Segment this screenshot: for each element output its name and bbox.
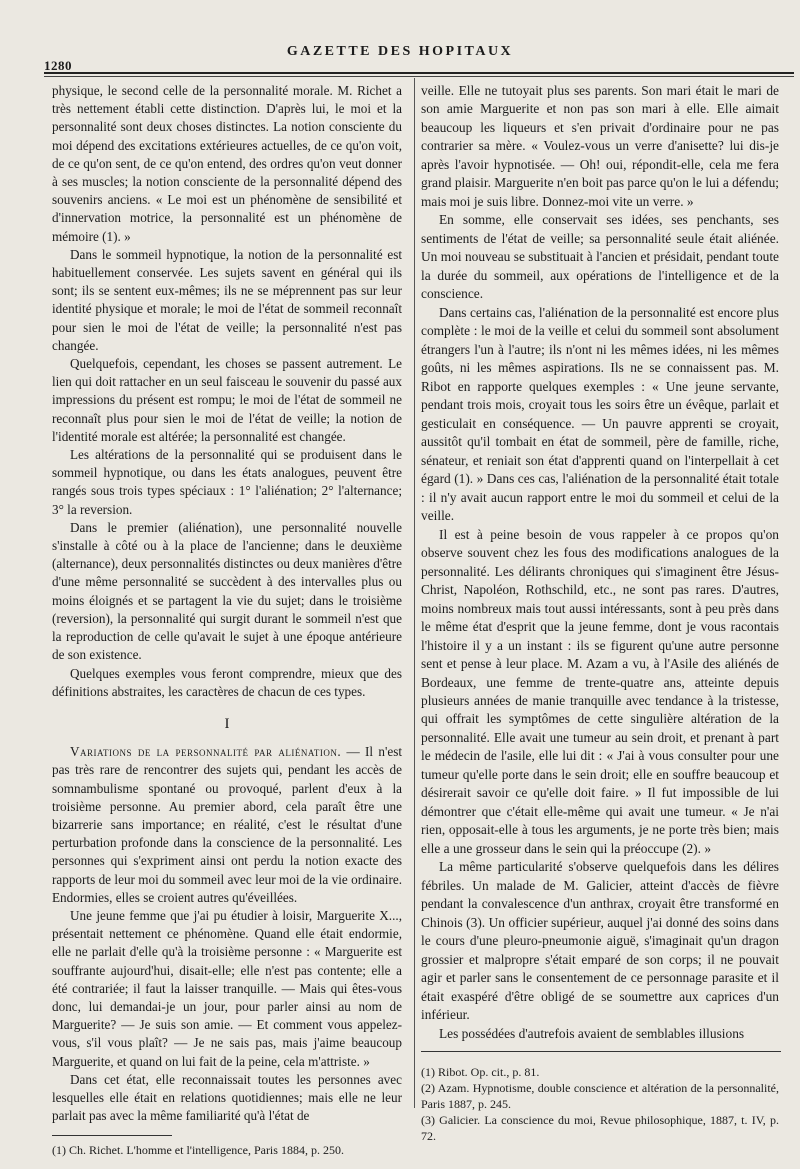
paragraph: Dans le sommeil hypnotique, la notion de la personnalité est habituellement conservée. Les sujets savent en général qui ils sont; ils se sentent eux-mêmes; ils ne se méprennent pas sur leur identité physique et morale; le moi de l'état de sommeil reconnaît pour sien le moi de l'état de veille; la personnalité n'est pas changée. [52, 246, 402, 353]
paragraph-text: — Il n'est pas très rare de rencontrer des sujets qui, pendant les accès de somnambulisme spontané ou provoqué, parlent d'eux à la troisième personne. Au premier abord, cela paraît être une bizarrerie sans importance; en réalité, c'est le résultat d'une perturbation profonde dans la conscience de la personnalité. Les personnes qui s'expriment ainsi ont perdu la notion exacte des rapports de leur moi du sommeil avec leur moi de la vie ordinaire. Endormies, elles se croient autres qu'éveillées. [52, 744, 403, 905]
paragraph: La même particularité s'observe quelquefois dans les délires fébriles. Un malade de M. Galicier, atteint d'accès de fièvre pendant la convalescence d'un anthrax, croyait être transformé en Chinois (3). Un officier supérieur, auquel j'ai donné des soins dans le cours d'une pleuro-pneumonie aiguë, s'imaginait qu'un dragon grossier et malpropre s'était emparé de son corps; il ne pouvait agir et parler sans le consentement de ce personnage parasite et il était exaspéré d'être obligé de se soumettre aux caprices d'un inférieur. [421, 859, 779, 1023]
section-paragraph [52, 743, 402, 907]
footnote-rule [421, 1051, 781, 1052]
footnote: (3) Galicier. La conscience du moi, Revue philosophique, 1887, t. IV, p. 72. [421, 1113, 779, 1144]
footnote-rule [52, 1135, 172, 1136]
footnote: (1) Ribot. Op. cit., p. 81. [421, 1065, 540, 1080]
footnote: (2) Azam. Hypnotisme, double conscience et altération de la personnalité, Paris 1887, p. 245. [421, 1081, 779, 1112]
page-number: 1280 [44, 58, 72, 73]
header-rule [44, 72, 794, 74]
paragraph: Il est à peine besoin de vous rappeler à ce propos qu'on observe souvent chez les fous des modifications analogues de la personnalité. Les délirants chroniques qui s'imaginent être Jésus-Christ, Napoléon, Rothschild, etc., ne sont pas rares. D'autres, moins nombreux mais tout aussi intéressants, sont à peu près dans le même état d'esprit que la jeune femme, dont je vous racontais l'histoire il y a un instant : ils se figurent qu'une autre personne sent et pense à leur place. M. Azam a vu, à l'Asile des aliénés de Bordeaux, une femme de trente-quatre ans, atteinte depuis plusieurs années de manie tranquille avec tendance à la tristesse, qui offrait les symptômes de cette singulière altération de la personnalité. Elle avait une tumeur au sein droit, et prenant à part le médecin de l'asile, elle lui dit : « J'ai à vous consulter pour une tumeur qu'elle porte dans le sein droit; elle en souffre beaucoup et désirerait savoir ce qu'elle doit faire. » Il fut impossible de lui démontrer que c'était elle-même qui avait une tumeur. « Je n'ai rien, opposait-elle à tous les arguments, je ne porte très bien; mais elle a une grosseur dans le sein qui la préoccupe (2). » [421, 526, 779, 856]
paragraph: En somme, elle conservait ses idées, ses penchants, ses sentiments de l'état de veille; sa personnalité seule était aliénée. Un moi nouveau se substituait à l'ancien et présidait, pendant toute la durée du sommeil, aux opérations de l'intelligence et de la conscience. [421, 212, 779, 302]
footnotes [421, 1064, 779, 1144]
paragraph: Une jeune femme que j'ai pu étudier à loisir, Marguerite X..., présentait nettement ce phénomène. Quand elle était endormie, elle ne parlait d'elle qu'à la troisième personne : « Marguerite est souffrante aujourd'hui, disait-elle; elle n'est pas contente; elle a été contrariée; il faut la laisser tranquille. — Mais qui êtes-vous donc, lui demandai-je un jour, pour parler ainsi au nom de Marguerite? — Je suis son amie. — Et comment vous appelez-vous, s'il vous plaît? — Je ne sais pas, mais j'aime beaucoup Marguerite, et quand on lui fait de la peine, cela m'attriste. » [52, 907, 402, 1069]
section-numeral: I [224, 715, 230, 732]
header-rule-thin [44, 76, 794, 77]
paragraph: Les possédées d'autrefois avaient de semblables illusions [439, 1025, 745, 1041]
paragraph: Quelques exemples vous feront comprendre, mieux que des définitions abstraites, les caractères de chacun de ces types. [52, 665, 402, 699]
running-head: GAZETTE DES HOPITAUX [286, 44, 514, 59]
paragraph: Dans cet état, elle reconnaissait toutes les personnes avec lesquelles elle était en relations quotidiennes; mais elle ne leur parlait pas avec la même familiarité qu'à l'état de [52, 1071, 402, 1124]
section-title: Variations de la personnalité par aliénation. [70, 744, 342, 760]
column-divider [414, 78, 415, 1108]
paragraph: veille. Elle ne tutoyait plus ses parents. Son mari était le mari de son amie Marguerite et non pas son mari à elle. Elle aimait beaucoup les liqueurs et s'en privait d'ordinaire pour ne pas contrarier sa mère. « Voulez-vous un verre d'anisette? lui dis-je après l'avoir hypnotisée. — Oh! oui, répondit-elle, cela me fera grand plaisir. Marguerite n'en boit pas parce qu'on le lui a défendu; mais moi je suis libre. Donnez-moi vite un verre. » [421, 83, 779, 209]
paragraph: physique, le second celle de la personnalité morale. M. Richet a très nettement établi cette distinction. D'après lui, le moi et la personnalité sont deux choses distinctes. La notion consciente du moi dépend des excitations extérieures actuelles, de ce qu'on voit, de ce qu'on sent, de ce qu'on entend, des ordres qu'on veut donner à ses muscles; la notion consciente de la personnalité dépend des souvenirs anciens. « Le moi est un phénomène de sensibilité et d'innervation motrice, la personnalité est un phénomène de mémoire (1). » [52, 83, 402, 244]
footnote: (1) Ch. Richet. L'homme et l'intelligence, Paris 1884, p. 250. [52, 1143, 344, 1158]
paragraph: Les altérations de la personnalité qui se produisent dans le sommeil hypnotique, ou dans les états analogues, peuvent être rangés sous trois types spéciaux : 1° l'aliénation; 2° l'alternance; 3° la reversion. [52, 447, 402, 517]
left-column [52, 82, 402, 1158]
paragraph: Dans le premier (aliénation), une personnalité nouvelle s'installe à côté ou à la place de l'ancienne; dans le deuxième (alternance), deux personnalités distinctes ou deux manières d'être d'une même personnalité se succèdent à des intervalles plus ou moins éloignés et se partagent la vie du sujet; dans le troisième (reversion), la personnalité qui surgit durant le sommeil n'est que la reproduction de celle qu'avait le sujet à une époque antérieure de son existence. [52, 519, 402, 663]
paragraph: Quelquefois, cependant, les choses se passent autrement. Le lien qui doit rattacher en un seul faisceau le souvenir du passé aux impressions du présent est rompu; le moi de l'état de sommeil ne reconnaît plus pour sien le moi de l'état de veille; la notion de l'identité morale est altérée; la personnalité est changée. [52, 356, 402, 444]
paragraph: Dans certains cas, l'aliénation de la personnalité est encore plus complète : le moi de la veille et celui du sommeil sont absolument étrangers l'un à l'autre; ils n'ont ni les mêmes idées, ni les mêmes goûts, ni les mêmes aspirations. Ils ne se connaissent pas. M. Ribot en rapporte quelques exemples : « Une jeune servante, pendant trois mois, croyait tous les soirs être un évêque, parlait et gesticulait en conséquence. — Un pauvre apprenti se croyait, aussitôt qu'il tombait en état de sommeil, père de famille, riche, sénateur, et reniait son état d'apprenti quand on l'interpellait à cet égard (1). » Dans ces cas, l'aliénation de la personnalité était totale : il n'y avait aucun rapport entre le moi du sommeil et celui de la veille. [421, 304, 779, 524]
right-column [421, 82, 779, 1144]
